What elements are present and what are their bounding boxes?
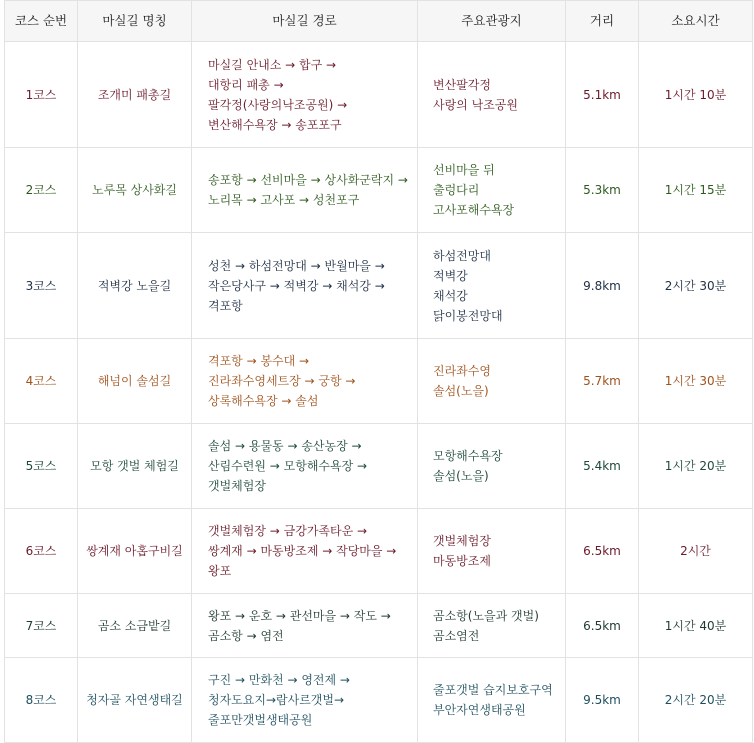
route-line: 진라좌수영세트장 → 궁항 →	[208, 374, 356, 388]
sight-line: 부안자연생태공원	[433, 703, 526, 717]
sight-line: 하섬전망대	[433, 248, 491, 263]
route-line: 격포항	[208, 298, 243, 313]
distance: 5.7km	[566, 339, 639, 424]
route-line: 마실길 안내소 → 합구 →	[208, 57, 337, 72]
main-sights	[418, 658, 566, 743]
sight-line: 변산팔각정	[433, 77, 491, 92]
sight-line: 채석강	[433, 288, 468, 303]
distance: 5.1km	[566, 42, 639, 148]
duration: 2시간 30분	[639, 233, 753, 339]
route-line: 산림수련원 → 모항해수욕장 →	[208, 459, 368, 473]
sight-line: 곰소염전	[433, 628, 480, 643]
route-line: 대항리 패총 →	[208, 77, 284, 92]
trail-route	[192, 233, 418, 339]
sight-line: 마동방조제	[433, 554, 491, 568]
route-line: 쌍계재 → 마동방조제 → 작당마을 →	[208, 544, 397, 558]
course-number: 3코스	[5, 233, 78, 339]
trail-route	[192, 148, 418, 233]
trail-name: 모항 갯벌 체험길	[78, 424, 192, 509]
course-number: 7코스	[5, 594, 78, 658]
table-row	[5, 233, 753, 339]
route-line: 갯벌체험장	[208, 479, 266, 493]
route-line: 갯벌체험장 → 금강가족타운 →	[208, 524, 368, 538]
course-number: 1코스	[5, 42, 78, 148]
distance: 5.3km	[566, 148, 639, 233]
trail-route	[192, 42, 418, 148]
route-line: 솔섬 → 용물동 → 송산농장 →	[208, 439, 362, 453]
duration: 2시간	[639, 509, 753, 594]
route-line: 노리목 → 고사포 → 성천포구	[208, 193, 360, 207]
distance: 5.4km	[566, 424, 639, 509]
sight-line: 줄포갯벌 습지보호구역	[433, 683, 553, 697]
route-line: 성천 → 하섬전망대 → 반월마을 →	[208, 258, 385, 273]
trail-name: 해넘이 솔섬길	[78, 339, 192, 424]
sight-line: 솔섬(노을)	[433, 469, 489, 483]
trail-name: 청자골 자연생태길	[78, 658, 192, 743]
trail-name: 쌍계재 아홉구비길	[78, 509, 192, 594]
table-row	[5, 42, 753, 148]
route-line: 작은당사구 → 적벽강 → 채석강 →	[208, 278, 385, 293]
header-distance: 거리	[566, 1, 639, 42]
distance: 6.5km	[566, 594, 639, 658]
duration: 1시간 40분	[639, 594, 753, 658]
main-sights	[418, 148, 566, 233]
table-row	[5, 594, 753, 658]
sight-line: 곰소항(노을과 갯벌)	[433, 608, 539, 623]
sight-line: 모항해수욕장	[433, 449, 503, 463]
header-trail-route: 마실길 경로	[192, 1, 418, 42]
trail-name: 적벽강 노을길	[78, 233, 192, 339]
distance: 9.5km	[566, 658, 639, 743]
route-line: 구진 → 만화천 → 영전제 →	[208, 673, 350, 687]
route-line: 왕포	[208, 564, 232, 578]
sight-line: 닭이봉전망대	[433, 308, 503, 323]
sight-line: 고사포해수욕장	[433, 203, 515, 217]
trail-route	[192, 658, 418, 743]
trail-name: 조개미 패총길	[78, 42, 192, 148]
sight-line: 선비마을 뒤	[433, 163, 495, 177]
main-sights	[418, 339, 566, 424]
table-row	[5, 509, 753, 594]
course-table-body	[5, 42, 753, 743]
route-line: 상록해수욕장 → 솔섬	[208, 394, 319, 408]
course-number: 4코스	[5, 339, 78, 424]
route-line: 곰소항 → 염전	[208, 628, 284, 643]
main-sights	[418, 594, 566, 658]
distance: 9.8km	[566, 233, 639, 339]
route-line: 팔각정(사랑의낙조공원) →	[208, 97, 348, 112]
main-sights	[418, 424, 566, 509]
header-duration: 소요시간	[639, 1, 753, 42]
route-line: 격포항 → 봉수대 →	[208, 354, 310, 368]
main-sights	[418, 509, 566, 594]
table-header-row	[5, 1, 753, 42]
route-line: 변산해수욕장 → 송포포구	[208, 117, 342, 132]
course-table	[4, 0, 753, 743]
duration: 1시간 15분	[639, 148, 753, 233]
distance: 6.5km	[566, 509, 639, 594]
course-number: 2코스	[5, 148, 78, 233]
sight-line: 출렁다리	[433, 183, 480, 197]
header-course-number: 코스 순번	[5, 1, 78, 42]
course-number: 6코스	[5, 509, 78, 594]
main-sights	[418, 233, 566, 339]
header-trail-name: 마실길 명칭	[78, 1, 192, 42]
duration: 1시간 10분	[639, 42, 753, 148]
trail-route	[192, 424, 418, 509]
sight-line: 사랑의 낙조공원	[433, 97, 518, 112]
duration: 1시간 30분	[639, 339, 753, 424]
trail-route	[192, 594, 418, 658]
sight-line: 갯벌체험장	[433, 534, 491, 548]
trail-name: 곰소 소금밭길	[78, 594, 192, 658]
route-line: 줄포만갯벌생태공원	[208, 713, 313, 727]
course-number: 8코스	[5, 658, 78, 743]
trail-name: 노루목 상사화길	[78, 148, 192, 233]
main-sights	[418, 42, 566, 148]
trail-route	[192, 339, 418, 424]
route-line: 송포항 → 선비마을 → 상사화군락지 →	[208, 173, 408, 187]
table-row	[5, 339, 753, 424]
course-number: 5코스	[5, 424, 78, 509]
table-row	[5, 148, 753, 233]
table-row	[5, 424, 753, 509]
route-line: 청자도요지→람사르갯벌→	[208, 693, 345, 707]
route-line: 왕포 → 운호 → 관선마을 → 작도 →	[208, 608, 391, 623]
sight-line: 적벽강	[433, 268, 468, 283]
sight-line: 진라좌수영	[433, 364, 491, 378]
header-main-sights: 주요관광지	[418, 1, 566, 42]
sight-line: 솔섬(노을)	[433, 384, 489, 398]
table-row	[5, 658, 753, 743]
duration: 2시간 20분	[639, 658, 753, 743]
duration: 1시간 20분	[639, 424, 753, 509]
trail-route	[192, 509, 418, 594]
